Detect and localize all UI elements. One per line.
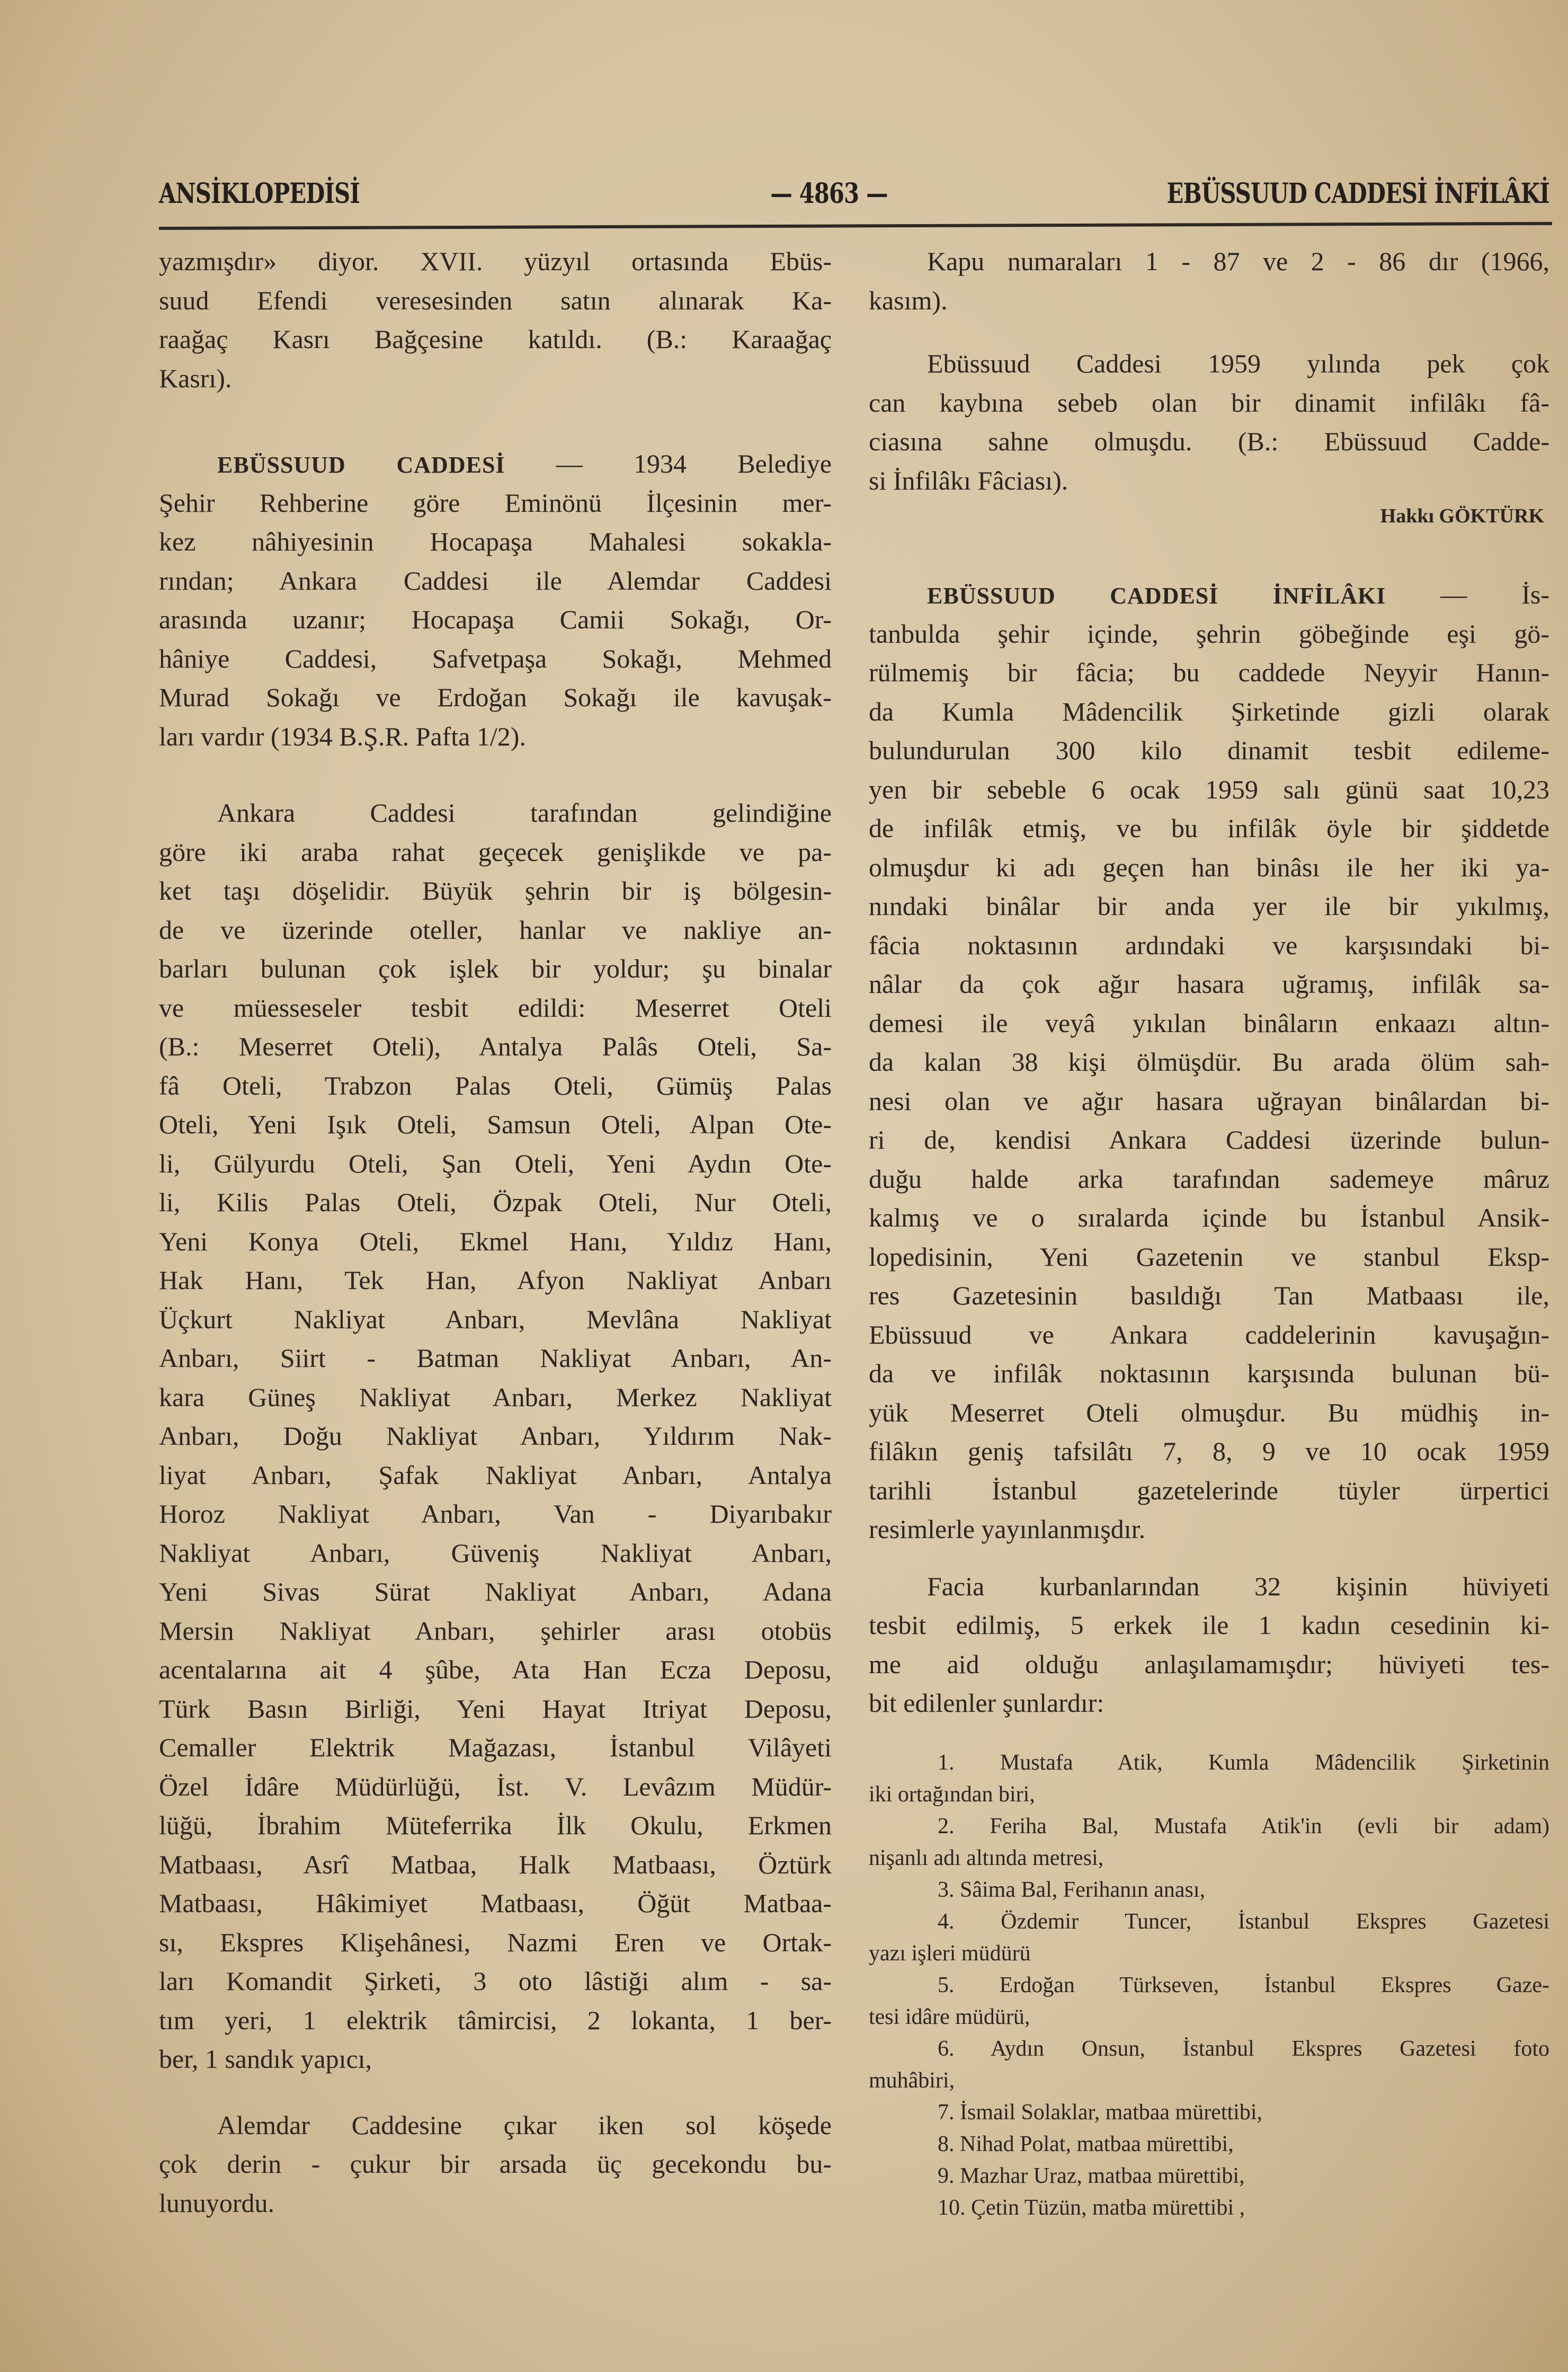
list-item-line: 6. Aydın Onsun, İstanbul Ekspres Gazetesi foto — [938, 2036, 1549, 2061]
text-line: Şehir Rehberine göre Eminönü İlçesinin mer- — [159, 487, 832, 518]
text-line: Matbaası, Hâkimiyet Matbaası, Öğüt Matbaa- — [159, 1888, 832, 1918]
text-line: de ve üzerinde oteller, hanlar ve nakliye an- — [159, 914, 832, 945]
text-line: yen bir sebeble 6 ocak 1959 salı günü saat 10,23 — [869, 774, 1549, 804]
text-line: Kapu numaraları 1 - 87 ve 2 - 86 dır (1966, — [927, 246, 1549, 276]
text-line: duğu halde arka tarafından sademeye mâruz — [869, 1163, 1549, 1194]
text-line: ve müesseseler tesbit edildi: Meserret Oteli — [159, 992, 832, 1023]
text-line: Ebüssuud ve Ankara caddelerinin kavuşağın- — [869, 1319, 1549, 1349]
text-line: ları Komandit Şirketi, 3 oto lâstiği alım - sa- — [159, 1966, 832, 1996]
text-line — [159, 445, 832, 484]
text-line: tesbit edilmiş, 5 erkek ile 1 kadın cesedinin ki- — [869, 1610, 1549, 1640]
victims-list — [869, 1747, 1549, 2224]
text-line: tanbulda şehir içinde, şehrin göbeğinde eşi gö- — [869, 618, 1549, 648]
list-item-line: 7. İsmail Solaklar, matbaa mürettibi, — [938, 2100, 1262, 2125]
list-item-line: 1. Mustafa Atik, Kumla Mâdencilik Şirketinin — [938, 1750, 1549, 1775]
text-line: Horoz Nakliyat Anbarı, Van - Diyarıbakır — [159, 1499, 832, 1529]
paragraph — [159, 2106, 832, 2223]
text-line: barları bulunan çok işlek bir yoldur; şu binalar — [159, 954, 832, 983]
text-line: yazmışdır» diyor. XVII. yüzyıl ortasında Ebüs- — [159, 246, 832, 276]
text-line: suud Efendi veresesinden satın alınarak Ka- — [159, 285, 832, 315]
text-line: sı, Ekspres Klişehânesi, Nazmi Eren ve Ortak- — [159, 1927, 832, 1957]
text-line: kez nâhiyesinin Hocapaşa Mahalesi sokakla- — [159, 527, 832, 556]
text-line: Türk Basın Birliği, Yeni Hayat Itriyat Deposu, — [159, 1693, 832, 1724]
text-line: Yeni Konya Oteli, Ekmel Hanı, Yıldız Hanı, — [159, 1226, 832, 1256]
text-line: raağaç Kasrı Bağçesine katıldı. (B.: Karaağaç — [159, 324, 832, 354]
text-line: lunuyordu. — [159, 2188, 275, 2218]
text-line: fâ Oteli, Trabzon Palas Oteli, Gümüş Palas — [159, 1070, 832, 1100]
text-line: de infilâk etmiş, ve bu infilâk öyle bir şiddetde — [869, 813, 1549, 843]
text-line: ları vardır (1934 B.Ş.R. Pafta 1/2). — [159, 721, 526, 751]
text-line: nâlar da çok ağır hasara uğramış, infilâk sa- — [869, 969, 1549, 999]
paragraph — [869, 242, 1549, 320]
text-line: fâcia noktasının ardındaki ve karşısındaki bi- — [869, 930, 1549, 960]
text-line: rülmemiş bir fâcia; bu caddede Neyyir Hanın- — [869, 658, 1549, 687]
text-line: Alemdar Caddesine çıkar iken sol köşede — [217, 2110, 832, 2140]
text-line: göre iki araba rahat geçecek genişlikde ve pa- — [159, 837, 832, 867]
text-line: rından; Ankara Caddesi ile Alemdar Caddesi — [159, 565, 832, 596]
text-line: Üçkurt Nakliyat Anbarı, Mevlâna Nakliyat — [159, 1304, 832, 1334]
list-item-line: 5. Erdoğan Türkseven, İstanbul Ekspres Gaze- — [938, 1973, 1549, 1997]
text-line: Matbaası, Asrî Matbaa, Halk Matbaası, Öztürk — [159, 1849, 832, 1879]
text-line: demesi ile veyâ yıkılan binâların enkaazı altın- — [869, 1008, 1549, 1038]
text-line: tım yeri, 1 elektrik tâmircisi, 2 lokanta, 1 ber- — [159, 2005, 832, 2035]
text-line: Ebüssuud Caddesi 1959 yılında pek çok — [927, 349, 1549, 378]
text-line: acentalarına ait 4 şûbe, Ata Han Ecza Deposu, — [159, 1655, 832, 1684]
text-fragment: — İs- — [1386, 580, 1550, 609]
list-item-line: muhâbiri, — [869, 2068, 955, 2093]
text-line: me aid olduğu anlaşılamamışdır; hüviyeti tes- — [869, 1649, 1549, 1679]
paragraph — [159, 794, 832, 2079]
text-line: Anbarı, Siirt - Batman Nakliyat Anbarı, An- — [159, 1343, 832, 1373]
text-line: li, Kilis Palas Oteli, Özpak Oteli, Nur Oteli, — [159, 1187, 832, 1217]
text-line: Yeni Sivas Sürat Nakliyat Anbarı, Adana — [159, 1577, 832, 1606]
right-column — [869, 242, 1549, 2224]
paragraph — [869, 575, 1549, 1549]
running-header-left: ANSİKLOPEDİSİ — [159, 177, 360, 210]
list-item-line: iki ortağından biri, — [869, 1782, 1035, 1807]
paragraph — [159, 242, 832, 398]
text-line: da kalan 38 kişi ölmüşdür. Bu arada ölüm sah- — [869, 1047, 1549, 1077]
text-line: olmuşdur ki adı geçen han binâsı ile her iki ya- — [869, 852, 1549, 882]
list-item-line: nişanlı adı altında metresi, — [869, 1845, 1104, 1870]
header-rule — [159, 222, 1552, 230]
text-line: lüğü, İbrahim Müteferrika İlk Okulu, Erkmen — [159, 1810, 832, 1840]
list-item-line: 2. Feriha Bal, Mustafa Atik'in (evli bir adam) — [938, 1814, 1549, 1838]
text-line: ber, 1 sandık yapıcı, — [159, 2044, 372, 2074]
text-line: Oteli, Yeni Işık Oteli, Samsun Oteli, Alpan Ote- — [159, 1109, 832, 1139]
list-item-line: 3. Sâima Bal, Ferihanın anası, — [938, 1877, 1206, 1902]
list-item-line: tesi idâre müdürü, — [869, 2004, 1030, 2029]
left-column — [159, 242, 832, 2223]
text-line: nesi olan ve ağır hasara uğrayan binâlardan bi- — [869, 1086, 1549, 1116]
entry-heading: EBÜSSUUD CADDESİ İNFİLÂKI — [927, 583, 1386, 609]
text-line: kalmış ve o sıralarda içinde bu İstanbul Ansik- — [869, 1203, 1549, 1232]
paragraph — [869, 344, 1549, 500]
text-line: liyat Anbarı, Şafak Nakliyat Anbarı, Antalya — [159, 1460, 832, 1490]
list-item-line: 4. Özdemir Tuncer, İstanbul Ekspres Gazetesi — [938, 1909, 1549, 1934]
text-line: Kasrı). — [159, 363, 232, 393]
text-line: Anbarı, Doğu Nakliyat Anbarı, Yıldırım Nak- — [159, 1421, 832, 1451]
text-line: si İnfilâkı Fâciası). — [869, 465, 1068, 495]
text-line: (B.: Meserret Oteli), Antalya Palâs Oteli, Sa- — [159, 1032, 832, 1061]
text-line: nındaki binâlar bir anda yer ile bir yıkılmış, — [869, 891, 1549, 921]
text-line: lopedisinin, Yeni Gazetenin ve stanbul Eksp- — [869, 1241, 1549, 1272]
entry-heading: EBÜSSUUD CADDESİ — [217, 452, 505, 478]
text-line: hâniye Caddesi, Safvetpaşa Sokağı, Mehmed — [159, 643, 832, 673]
text-line: Özel İdâre Müdürlüğü, İst. V. Levâzım Müdür- — [159, 1771, 832, 1801]
list-item-line: 9. Mazhar Uraz, matbaa mürettibi, — [938, 2163, 1245, 2188]
text-line: kasım). — [869, 285, 948, 315]
author-signature: Hakkı GÖKTÜRK — [1380, 505, 1544, 527]
text-line: bulundurulan 300 kilo dinamit tesbit edileme- — [869, 735, 1549, 765]
text-line: çok derin - çukur bir arsada üç gecekondu bu- — [159, 2149, 832, 2179]
list-item-line: 8. Nihad Polat, matbaa mürettibi, — [938, 2131, 1234, 2156]
text-line: li, Gülyurdu Oteli, Şan Oteli, Yeni Aydın Ote- — [159, 1148, 832, 1178]
text-line: da Kumla Mâdencilik Şirketinde gizli olarak — [869, 696, 1549, 726]
text-line: bit edilenler şunlardır: — [869, 1688, 1104, 1718]
text-line: resimlerle yayınlanmışdır. — [869, 1514, 1146, 1544]
text-fragment: — 1934 Belediye — [505, 449, 832, 478]
page-number: — 4863 — — [770, 177, 888, 210]
text-line: ciasına sahne olmuşdu. (B.: Ebüssuud Cadde- — [869, 427, 1549, 456]
text-line: tarihli İstanbul gazetelerinde tüyler ürpertici — [869, 1475, 1549, 1505]
text-line: yük Meserret Oteli olmuşdur. Bu müdhiş in- — [869, 1397, 1549, 1427]
text-line: Facia kurbanlarından 32 kişinin hüviyeti — [927, 1571, 1549, 1601]
text-line: Cemaller Elektrik Mağazası, İstanbul Vilâyeti — [159, 1733, 832, 1762]
text-line: kara Güneş Nakliyat Anbarı, Merkez Nakliyat — [159, 1382, 832, 1412]
text-line: Mersin Nakliyat Anbarı, şehirler arası otobüs — [159, 1615, 832, 1646]
text-line: filâkın geniş tafsilâtı 7, 8, 9 ve 10 ocak 1959 — [869, 1436, 1549, 1466]
text-line: can kaybına sebeb olan bir dinamit infilâkı fâ- — [869, 387, 1549, 417]
paragraph — [869, 1567, 1549, 1723]
text-line: res Gazetesinin basıldığı Tan Matbaası ile, — [869, 1281, 1549, 1310]
text-line: da ve infilâk noktasının karşısında bulunan bü- — [869, 1358, 1549, 1388]
text-line: ri de, kendisi Ankara Caddesi üzerinde bulun- — [869, 1125, 1549, 1154]
text-line: Ankara Caddesi tarafından gelindiğine — [217, 798, 832, 828]
text-line: ket taşı döşelidir. Büyük şehrin bir iş bölgesin- — [159, 876, 832, 905]
paragraph — [159, 445, 832, 756]
text-line: Hak Hanı, Tek Han, Afyon Nakliyat Anbarı — [159, 1265, 832, 1295]
list-item-line: yazı işleri müdürü — [869, 1941, 1031, 1966]
list-item-line: 10. Çetin Tüzün, matba mürettibi , — [938, 2195, 1245, 2220]
text-line: Nakliyat Anbarı, Güveniş Nakliyat Anbarı, — [159, 1538, 832, 1568]
running-header-right: EBÜSSUUD CADDESİ İNFİLÂKİ — [1166, 177, 1549, 210]
text-line — [869, 575, 1549, 615]
text-line: arasında uzanır; Hocapaşa Camii Sokağı, Or- — [159, 605, 832, 634]
text-line: Murad Sokağı ve Erdoğan Sokağı ile kavuşak- — [159, 682, 832, 712]
